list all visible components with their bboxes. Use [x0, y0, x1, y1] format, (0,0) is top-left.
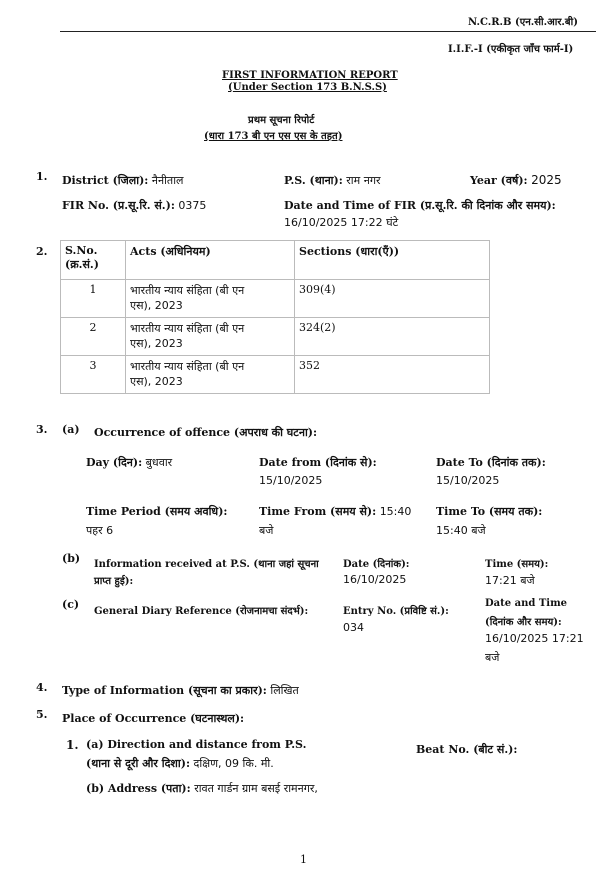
sno-header-hi: (क्र.सं.) [65, 258, 99, 271]
gd-datetime-value: 16/10/2025 17:21 [485, 632, 584, 645]
section-4-number: 4. [36, 681, 48, 694]
day-label: Day (दिन): [86, 456, 143, 469]
ps-value: राम नगर [346, 174, 381, 187]
date-to-label: Date To (दिनांक तक): [436, 456, 546, 469]
row-act-line1: भारतीय न्याय संहिता (बी एन [130, 322, 245, 335]
row-act-line1: भारतीय न्याय संहिता (बी एन [130, 284, 245, 297]
row-act-line2: एस), 2023 [130, 375, 183, 388]
entry-no-value: 034 [343, 621, 364, 634]
info-received-label: Information received at P.S. (थाना जहां सूचना [94, 559, 319, 570]
row-section: 352 [295, 356, 490, 394]
date-to-value: 15/10/2025 [436, 474, 500, 487]
time-from-label: Time From (समय से): [259, 505, 377, 518]
time-from-field [259, 504, 411, 519]
date-from-label: Date from (दिनांक से): [259, 456, 377, 469]
info-time-label: Time (समय): [485, 559, 549, 570]
ps-field [284, 173, 381, 188]
gd-datetime-value-2: बजे [485, 651, 500, 664]
year-field [470, 173, 562, 188]
title-en-sub: (Under Section 173 B.N.S.S) [228, 82, 387, 93]
sub-a-marker: (a) [62, 423, 80, 436]
direction-label-hi: (थाना से दूरी और दिशा): [86, 757, 191, 770]
address-label: (b) Address (पता): [86, 782, 191, 795]
page-number: 1 [300, 853, 307, 866]
day-field [86, 455, 172, 470]
row-act [126, 318, 295, 356]
table-row [61, 356, 490, 394]
col-acts-header: Acts (अधिनियम) [126, 241, 295, 280]
info-date-label: Date (दिनांक): [343, 559, 410, 570]
title-en: FIRST INFORMATION REPORT [222, 70, 398, 81]
place-label: Place of Occurrence (घटनास्थल): [62, 712, 245, 725]
info-type-value: लिखित [270, 684, 299, 697]
ps-label: P.S. (थाना): [284, 174, 343, 187]
entry-no-label: Entry No. (प्रविष्टि सं.): [343, 606, 449, 617]
info-type-label: Type of Information (सूचना का प्रकार): [62, 684, 267, 697]
time-from-unit: बजे [259, 524, 274, 537]
fir-datetime-value: 16/10/2025 17:22 घंटे [284, 216, 399, 229]
section-1-number: 1. [36, 170, 48, 183]
place-item-number: 1. [66, 738, 79, 752]
row-act [126, 356, 295, 394]
table-row [61, 318, 490, 356]
row-sno: 2 [61, 318, 126, 356]
general-diary-label: General Diary Reference (रोजनामचा संदर्भ): [94, 606, 309, 617]
day-value: बुधवार [145, 456, 173, 469]
district-value: नैनीताल [151, 174, 184, 187]
ncrb-header: N.C.R.B (एन.सी.आर.बी) [468, 17, 578, 28]
sno-header-en: S.No. [65, 244, 98, 257]
info-time-value: 17:21 बजे [485, 574, 535, 587]
info-date-value: 16/10/2025 [343, 573, 407, 586]
address-field [86, 781, 318, 796]
acts-table [60, 240, 490, 394]
col-sections-header: Sections (धारा(एँ)) [295, 241, 490, 280]
direction-field [86, 756, 274, 771]
time-to-value: 15:40 बजे [436, 524, 486, 537]
occurrence-label: Occurrence of offence (अपराध की घटना): [94, 426, 318, 439]
time-period-value: पहर 6 [86, 524, 114, 537]
fir-label: FIR No. (प्र.सू.रि. सं.): [62, 199, 175, 212]
time-from-value: 15:40 [379, 505, 412, 518]
fir-value: 0375 [178, 199, 207, 212]
title-hi-sub: (धारा 173 बी एन एस एस के तहत) [204, 131, 343, 142]
row-sno: 1 [61, 280, 126, 318]
row-act [126, 280, 295, 318]
form-code: I.I.F.-I (एकीकृत जाँच फार्म-I) [448, 44, 574, 55]
district-field [62, 173, 184, 188]
time-period-label: Time Period (समय अवधि): [86, 505, 228, 518]
header-rule [60, 31, 596, 32]
fir-field [62, 198, 206, 213]
section-2-number: 2. [36, 245, 48, 258]
section-5-number: 5. [36, 708, 48, 721]
info-received-label-2: प्राप्त हुई): [94, 576, 134, 587]
address-value: रावत गार्डन ग्राम बसई रामनगर, [194, 782, 318, 795]
time-to-label: Time To (समय तक): [436, 505, 543, 518]
gd-datetime-label: Date and Time [485, 598, 568, 609]
row-section: 324(2) [295, 318, 490, 356]
section-3-number: 3. [36, 423, 48, 436]
beat-label: Beat No. (बीट सं.): [416, 743, 518, 756]
district-label: District (जिला): [62, 174, 149, 187]
row-act-line2: एस), 2023 [130, 337, 183, 350]
row-act-line2: एस), 2023 [130, 299, 183, 312]
sub-c-marker: (c) [62, 598, 80, 611]
date-from-value: 15/10/2025 [259, 474, 323, 487]
acts-table-header [61, 241, 490, 280]
sub-b-marker: (b) [62, 552, 81, 565]
direction-label: (a) Direction and distance from P.S. [86, 738, 307, 751]
row-sno: 3 [61, 356, 126, 394]
table-row [61, 280, 490, 318]
info-type-field [62, 683, 299, 698]
gd-datetime-label-2: (दिनांक और समय): [485, 617, 562, 628]
col-sno-header [61, 241, 126, 280]
row-section: 309(4) [295, 280, 490, 318]
fir-datetime-label: Date and Time of FIR (प्र.सू.रि. की दिनांक और समय): [284, 199, 556, 212]
year-label: Year (वर्ष): [470, 174, 528, 187]
title-hi: प्रथम सूचना रिपोर्ट [248, 115, 315, 126]
row-act-line1: भारतीय न्याय संहिता (बी एन [130, 360, 245, 373]
year-value: 2025 [531, 173, 562, 187]
direction-value: दक्षिण, 09 कि. मी. [193, 757, 274, 770]
